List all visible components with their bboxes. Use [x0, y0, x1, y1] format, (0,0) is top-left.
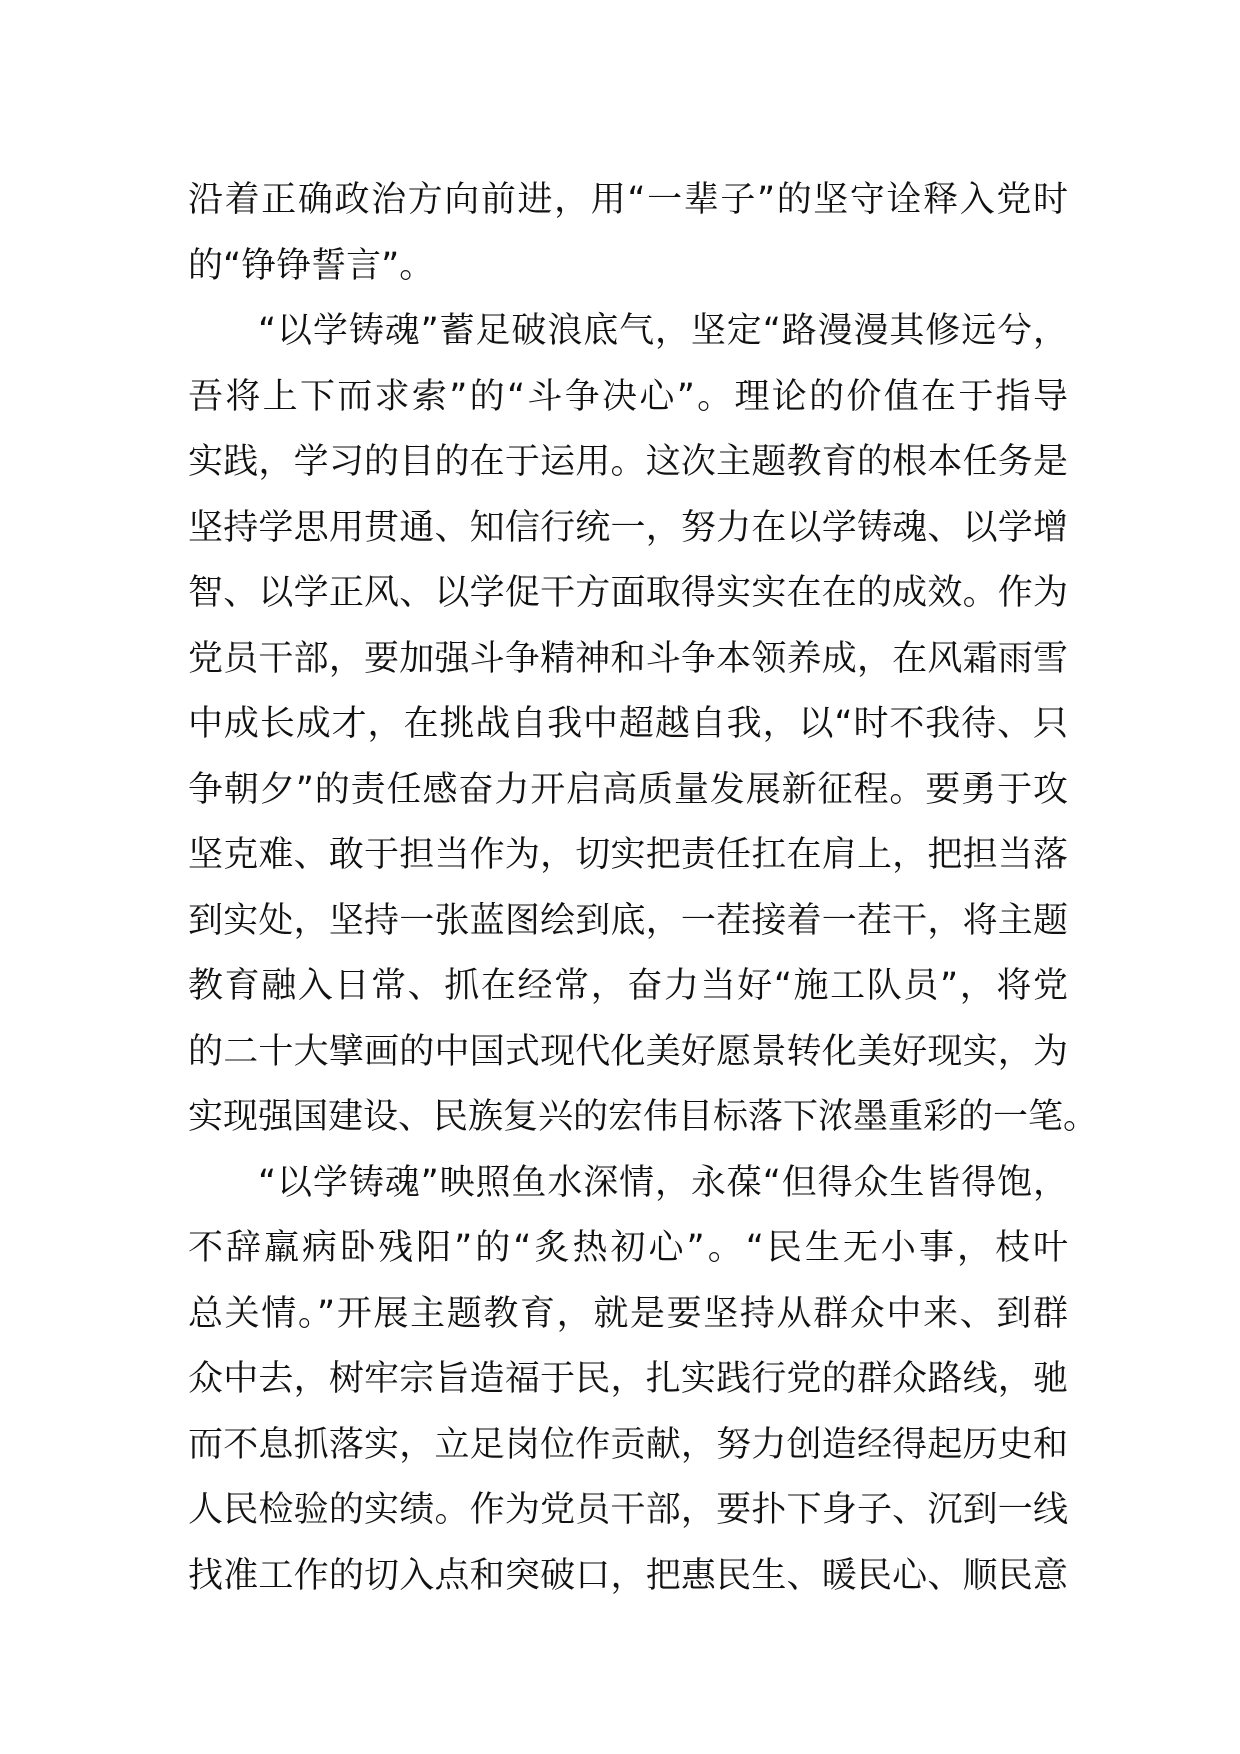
- text-line: 争朝夕”的责任感奋力开启高质量发展新征程。要勇于攻: [188, 769, 1068, 810]
- text-line: 人民检验的实绩。作为党员干部，要扑下身子、沉到一线: [188, 1490, 1068, 1530]
- text-line: 吾将上下而求索”的“斗争决心”。理论的价值在于指导: [188, 376, 1068, 417]
- paragraph-first-line: “以学铸魂”映照鱼水深情，永葆“但得众生皆得饱，: [258, 1162, 1068, 1203]
- text-line: 坚克难、敢于担当作为，切实把责任扛在肩上，把担当落: [188, 835, 1068, 875]
- text-line: 到实处，坚持一张蓝图绘到底，一茬接着一茬干，将主题: [188, 900, 1068, 941]
- text-line: 智、以学正风、以学促干方面取得实实在在的成效。作为: [188, 573, 1068, 613]
- text-line: 坚持学思用贯通、知信行统一，努力在以学铸魂、以学增: [188, 507, 1068, 548]
- text-line: 实现强国建设、民族复兴的宏伟目标落下浓墨重彩的一笔。: [188, 1097, 1099, 1137]
- text-line: 党员干部，要加强斗争精神和斗争本领养成，在风霜雨雪: [188, 638, 1068, 679]
- text-line: 而不息抓落实，立足岗位作贡献，努力创造经得起历史和: [188, 1424, 1068, 1465]
- body-text: [188, 168, 1099, 1609]
- text-line: 中成长成才，在挑战自我中超越自我，以“时不我待、只: [188, 704, 1068, 744]
- text-line: 找准工作的切入点和突破口，把惠民生、暖民心、顺民意: [188, 1555, 1068, 1596]
- text-line: 沿着正确政治方向前进，用“一辈子”的坚守诠释入党时: [188, 180, 1068, 220]
- text-line: 总关情。”开展主题教育，就是要坚持从群众中来、到群: [188, 1293, 1068, 1334]
- text-line: 的二十大擘画的中国式现代化美好愿景转化美好现实，为: [188, 1031, 1068, 1072]
- text-line: 众中去，树牢宗旨造福于民，扎实践行党的群众路线，驰: [188, 1359, 1068, 1399]
- text-line: 教育融入日常、抓在经常，奋力当好“施工队员”，将党: [188, 966, 1068, 1006]
- text-line: 的“铮铮誓言”。: [188, 245, 435, 286]
- paragraph-first-line: “以学铸魂”蓄足破浪底气，坚定“路漫漫其修远兮，: [258, 311, 1068, 351]
- text-line: 不辞羸病卧残阳”的“炙热初心”。“民生无小事，枝叶: [188, 1228, 1068, 1268]
- text-line: 实践，学习的目的在于运用。这次主题教育的根本任务是: [188, 442, 1068, 482]
